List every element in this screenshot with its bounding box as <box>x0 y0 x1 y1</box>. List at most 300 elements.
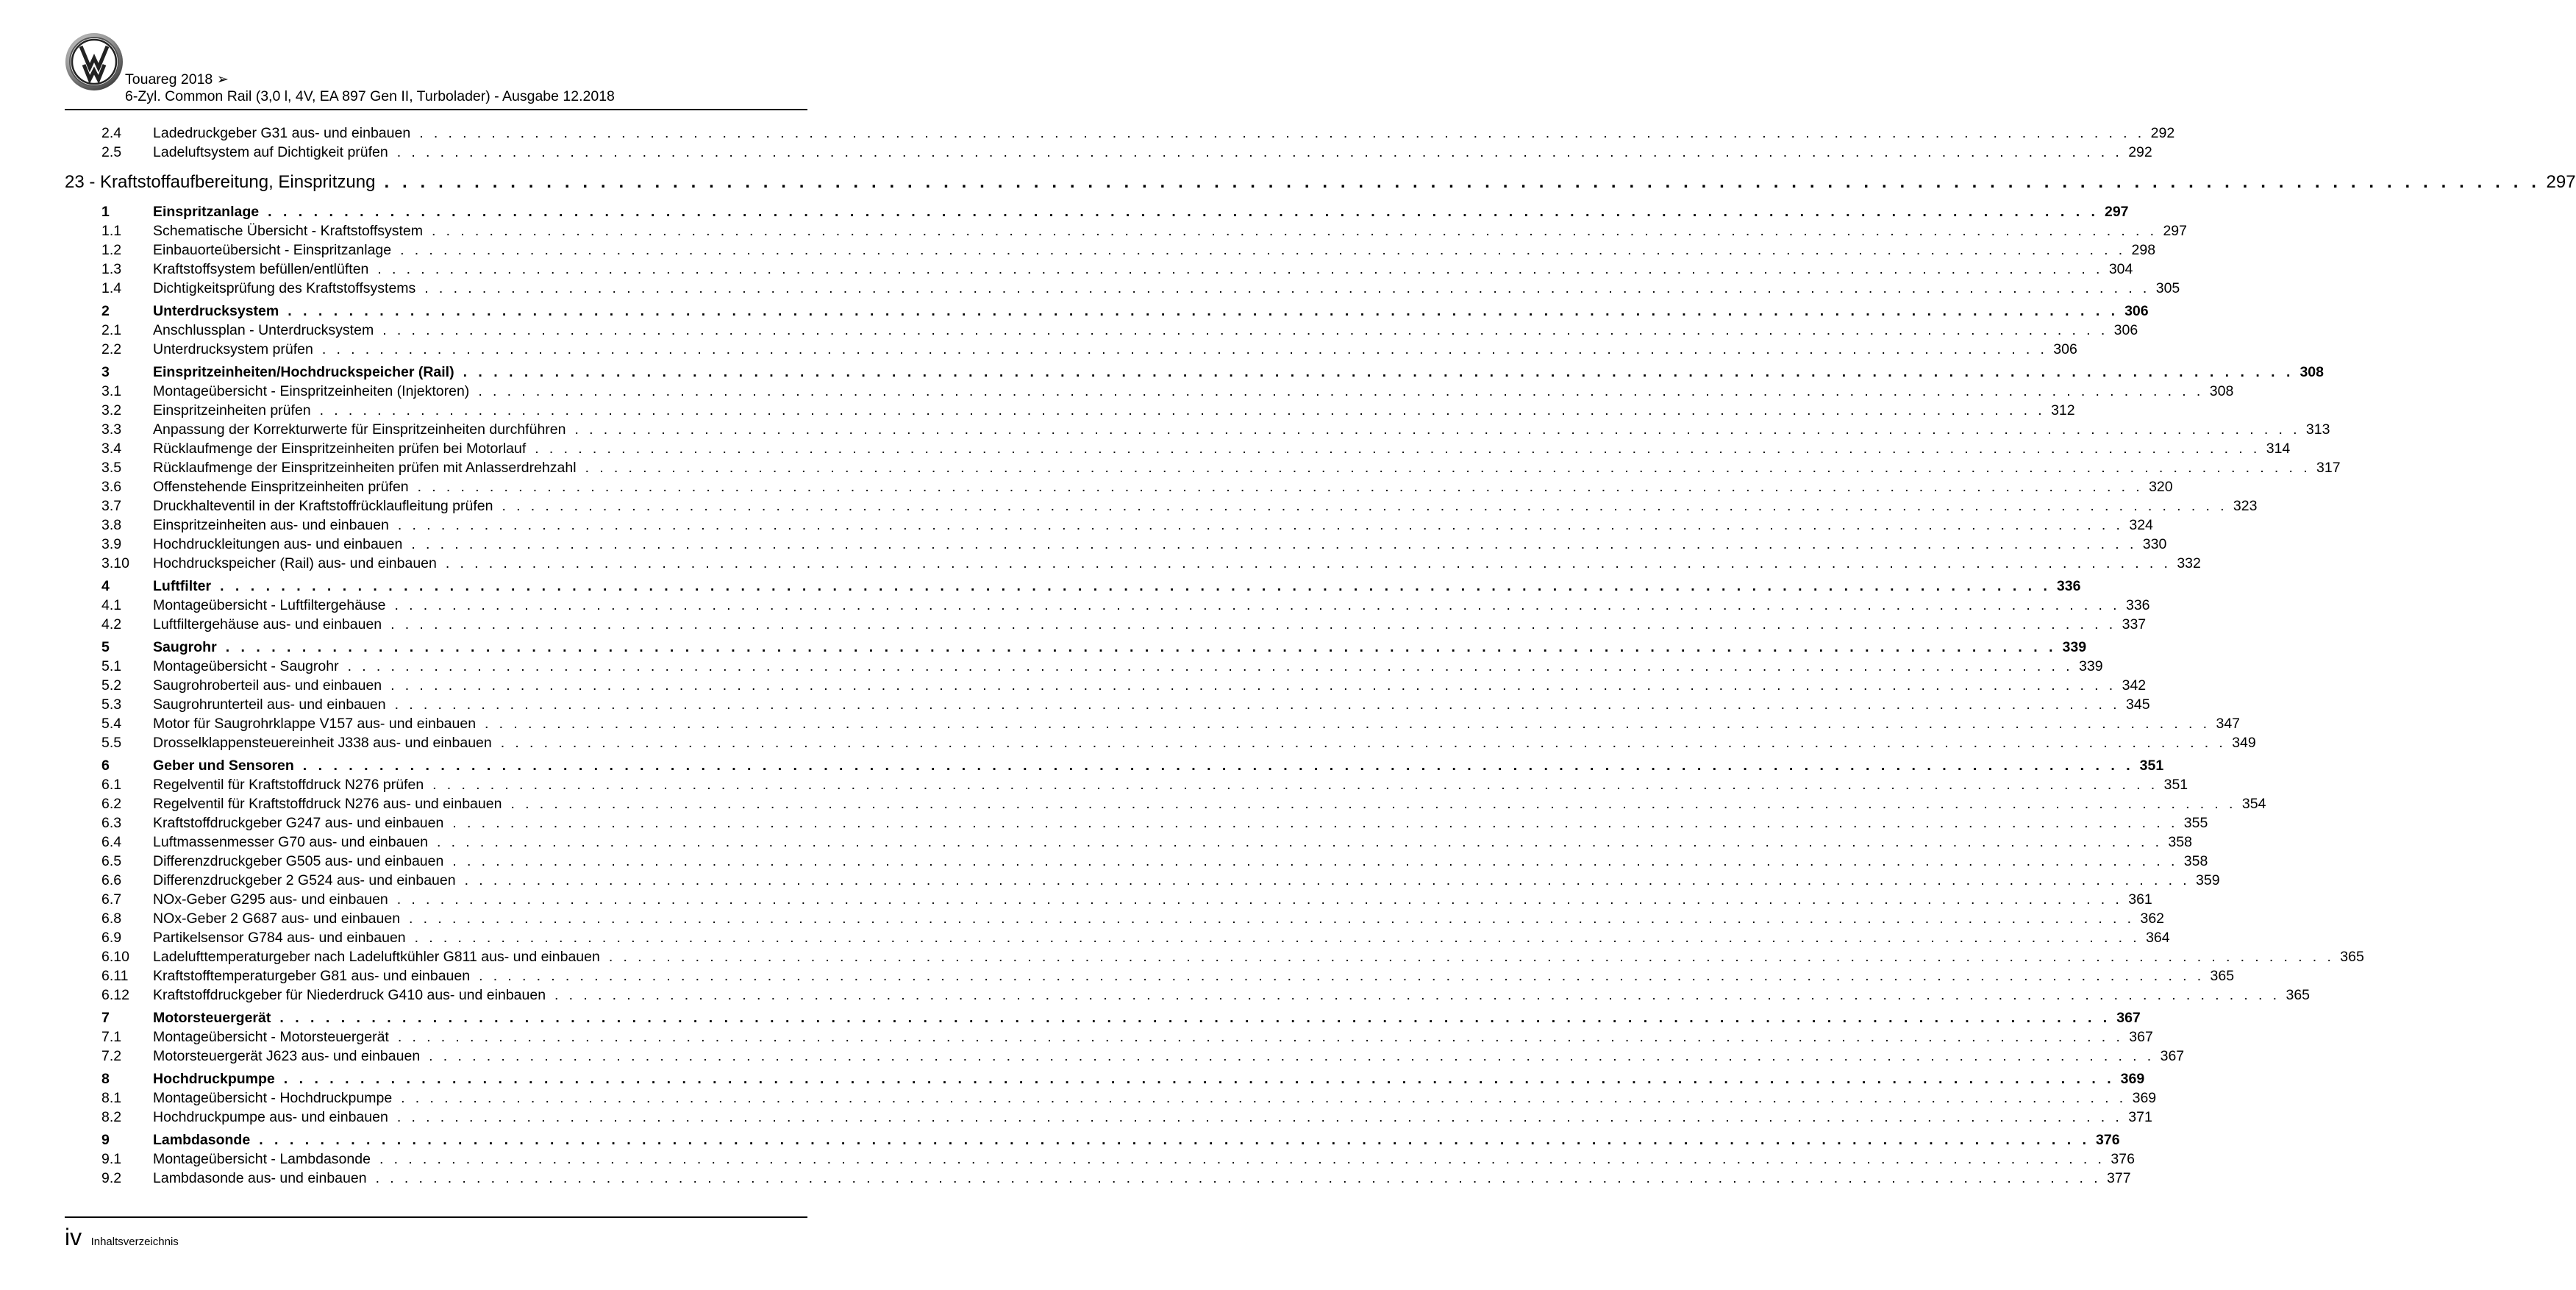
toc-number: 3.7 <box>101 498 122 514</box>
toc-title: Differenzdruckgeber 2 G524 aus- und einbauen <box>153 872 456 888</box>
toc-title: Hochdruckpumpe <box>153 1071 275 1087</box>
toc-number: 4.2 <box>101 616 122 632</box>
toc-item[interactable] <box>65 928 2170 947</box>
toc-title: Saugrohrunterteil aus- und einbauen <box>153 696 386 713</box>
toc-item[interactable] <box>65 986 2311 1005</box>
toc-title: Einspritzeinheiten aus- und einbauen <box>153 517 389 533</box>
toc-title: Partikelsensor G784 aus- und einbauen <box>153 930 406 946</box>
toc-item[interactable] <box>65 1088 2157 1108</box>
toc-item[interactable] <box>65 966 2235 986</box>
toc-dot-leader: . . . . . . . . . . . . . . . . . . . . . . . . . . . . . . . . . . . . . . . . . . . . . . . . . . . . . . . . . . . . . . . . . . . . . . . . . . . . . . . . . . . . . . . . . . . . . . . . . . . . . . . . . . . . . . . . . . . . . . . . <box>220 578 2051 594</box>
toc-dot-leader: . . . . . . . . . . . . . . . . . . . . . . . . . . . . . . . . . . . . . . . . . . . . . . . . . . . . . . . . . . . . . . . . . . . . . . . . . . . . . . . . . . . . . . . . . . . . . . . . . . . . . . . . . . . . . . . . . . . . . . . . <box>452 853 2178 869</box>
toc-page-number: 298 <box>2131 242 2156 258</box>
toc-item[interactable] <box>65 260 2133 279</box>
footer-page-number: iv <box>65 1224 82 1250</box>
toc-page-number: 339 <box>2062 639 2087 655</box>
toc-leader-row <box>153 890 2152 909</box>
toc-item[interactable] <box>65 833 2192 852</box>
toc-number: 3.10 <box>101 555 129 571</box>
table-of-contents <box>65 124 2576 1188</box>
toc-page-number: 339 <box>2079 658 2103 674</box>
toc-page-number: 358 <box>2168 834 2192 850</box>
toc-leader-row <box>153 401 2075 420</box>
toc-item[interactable] <box>65 852 2208 871</box>
toc-section[interactable] <box>65 638 2087 657</box>
toc-item[interactable] <box>65 1027 2153 1047</box>
toc-title: Motorsteuergerät J623 aus- und einbauen <box>153 1048 421 1064</box>
toc-title: Montageübersicht - Hochdruckpumpe <box>153 1090 393 1106</box>
toc-leader-row <box>153 302 2149 321</box>
toc-item[interactable] <box>65 279 2180 298</box>
toc-title: Drosselklappensteuereinheit J338 aus- und einbauen <box>153 735 492 751</box>
toc-title: Regelventil für Kraftstoffdruck N276 aus- und einbauen <box>153 796 502 812</box>
toc-number: 2 <box>101 303 110 319</box>
toc-number: 6.9 <box>101 930 122 946</box>
toc-title: Ladedruckgeber G31 aus- und einbauen <box>153 125 411 141</box>
toc-dot-leader: . . . . . . . . . . . . . . . . . . . . . . . . . . . . . . . . . . . . . . . . . . . . . . . . . . . . . . . . . . . . . . . . . . . . . . . . . . . . . . . . . . . . . . . . . . . . . . . . . . . . . . . . . . . . . . . . . . . . . . . . <box>554 987 2280 1003</box>
toc-leader-row <box>153 615 2147 634</box>
toc-page-number: 377 <box>2107 1170 2131 1186</box>
toc-number: 2.5 <box>101 144 122 160</box>
toc-section[interactable] <box>65 756 2164 775</box>
toc-item[interactable] <box>65 420 2330 439</box>
toc-leader-row <box>153 240 2156 260</box>
toc-dot-leader: . . . . . . . . . . . . . . . . . . . . . . . . . . . . . . . . . . . . . . . . . . . . . . . . . . . . . . . . . . . . . . . . . . . . . . . . . . . . . . . . . . . . . . . . . . . . . . . . . . . . . . . . . . . . . . . . . . . . . . . . <box>414 930 2141 946</box>
toc-dot-leader: . . . . . . . . . . . . . . . . . . . . . . . . . . . . . . . . . . . . . . . . . . . . . . . . . . . . . . . . . . . . . . . . . . . . . . . . . . . . . . . . . . . . . . . . . . . . . . . . . . . . . . . . . . . . . . . . . . . . . . . . <box>500 735 2227 751</box>
toc-dot-leader: . . . . . . . . . . . . . . . . . . . . . . . . . . . . . . . . . . . . . . . . . . . . . . . . . . . . . . . . . . . . . . . . . . . . . . . . . . . . . . . . . . . . . . . . . . . . . . . . . . . . . . . . . . . . . . . . . . . . . . . . <box>436 834 2163 850</box>
toc-dot-leader: . . . . . . . . . . . . . . . . . . . . . . . . . . . . . . . . . . . . . . . . . . . . . . . . . . . . . . . . . . . . . . . . . . . . . . . . . . . . . . . . . . . . . . . . . . . . . . . . . . . . . . . . . . . . . . . . . . . . . . . . <box>396 144 2123 160</box>
toc-title: Montageübersicht - Einspritzeinheiten (Injektoren) <box>153 383 470 399</box>
toc-title: Kraftstoffdruckgeber für Niederdruck G410 aus- und einbauen <box>153 987 546 1003</box>
toc-leader-row <box>153 458 2341 477</box>
toc-title: Lambdasonde <box>153 1132 251 1148</box>
toc-section[interactable] <box>65 1130 2120 1150</box>
toc-dot-leader: . . . . . . . . . . . . . . . . . . . . . . . . . . . . . . . . . . . . . . . . . . . . . . . . . . . . . . . . . . . . . . . . . . . . . . . . . . . . . . . . . . . . . . . . . . . . . . . . . . . . . . . . . . . . . . . . . . . . . . . . <box>377 261 2103 277</box>
toc-dot-leader: . . . . . . . . . . . . . . . . . . . . . . . . . . . . . . . . . . . . . . . . . . . . . . . . . . . . . . . . . . . . . . . . . . . . . . . . . . . . . . . . . . . . . . . . . . . . . . . . . . . . . . . . . . . . . . . . . . . . . . . . <box>429 1048 2155 1064</box>
header-divider <box>65 109 807 110</box>
toc-item[interactable] <box>65 813 2208 833</box>
toc-dot-leader: . . . . . . . . . . . . . . . . . . . . . . . . . . . . . . . . . . . . . . . . . . . . . . . . . . . . . . . . . . . . . . . . . . . . . . . . . . . . . . . . . . . . . . . . . . . . . . . . . . . . . . . . . . . . . . . . . . . . . . . . <box>409 911 2135 927</box>
toc-dot-leader: . . . . . . . . . . . . . . . . . . . . . . . . . . . . . . . . . . . . . . . . . . . . . . . . . . . . . . . . . . . . . . . . . . . . . . . . . . . . . . . . . . . . . . . . . . . . . . . . . . . . . . . . . . . . . . . . . . . . . . . . <box>321 341 2048 357</box>
toc-dot-leader: . . . . . . . . . . . . . . . . . . . . . . . . . . . . . . . . . . . . . . . . . . . . . . . . . . . . . . . . . . . . . . . . . . . . . . . . . . . . . . . . . . . . . . . . . . . . . . . . . . . . . . . . . . . . . . . . . . . . . . . . <box>574 421 2300 438</box>
toc-number: 6.12 <box>101 987 129 1003</box>
toc-leader-row <box>153 439 2291 458</box>
toc-title: Kraftstoffsystem befüllen/entlüften <box>153 261 369 277</box>
toc-page-number: 349 <box>2232 735 2256 751</box>
toc-dot-leader: . . . . . . . . . . . . . . . . . . . . . . . . . . . . . . . . . . . . . . . . . . . . . . . . . . . . . . . . . . . . . . . . . . . . . . . . . . . . . . . . . . . . . . . . . . . . . . . . . . . . . . . . . . . . . . . . . . . . . . . . <box>259 1132 2091 1148</box>
toc-leader-row <box>153 813 2208 833</box>
toc-page-number: 345 <box>2126 696 2150 713</box>
toc-title: Rücklaufmenge der Einspritzeinheiten prüfen bei Motorlauf <box>153 441 527 457</box>
toc-leader-row <box>153 928 2170 947</box>
toc-page-number: 314 <box>2266 441 2291 457</box>
toc-leader-row <box>65 166 2576 199</box>
toc-dot-leader: . . . . . . . . . . . . . . . . . . . . . . . . . . . . . . . . . . . . . . . . . . . . . . . . . . . . . . . . . . . . . . . . . . . . . . . . . . . . . . . . . . . . . . . . . . . . . . . . . . . . . . . . . . . . . . . . . . . . . . . . <box>319 402 2046 418</box>
toc-leader-row <box>153 260 2133 279</box>
toc-page-number: 358 <box>2183 853 2208 869</box>
toc-leader-row <box>153 321 2138 340</box>
toc-page-number: 336 <box>2056 578 2081 594</box>
toc-title: Hochdruckspeicher (Rail) aus- und einbauen <box>153 555 437 571</box>
toc-title: Einspritzeinheiten prüfen <box>153 402 311 418</box>
toc-item[interactable] <box>65 871 2220 890</box>
toc-leader-row <box>153 596 2150 615</box>
toc-leader-row <box>153 1069 2145 1088</box>
toc-number: 8.2 <box>101 1109 122 1125</box>
toc-item[interactable] <box>65 240 2156 260</box>
toc-leader-row <box>153 1047 2185 1066</box>
toc-leader-row <box>153 1150 2135 1169</box>
toc-number: 6 <box>101 758 110 774</box>
toc-dot-leader: . . . . . . . . . . . . . . . . . . . . . . . . . . . . . . . . . . . . . . . . . . . . . . . . . . . . . . . . . . . . . . . . . . . . . . . . . . . . . . . . . . . . . . . . . . . . . . . . . . . . . . . . . . . . . . . . . . . . . . . . <box>382 322 2108 338</box>
toc-dot-leader: . . . . . . . . . . . . . . . . . . . . . . . . . . . . . . . . . . . . . . . . . . . . . . . . . . . . . . . . . . . . . . . . . . . . . . . . . . . . . . . . . . . . . . . . . . . . . . . . . . . . . . . . . . . . . . . . . . . . . . . . <box>283 1071 2115 1087</box>
toc-item[interactable] <box>65 909 2165 928</box>
toc-page-number: 332 <box>2177 555 2201 571</box>
toc-dot-leader: . . . . . . . . . . . . . . . . . . . . . . . . . . . . . . . . . . . . . . . . . . . . . . . . . . . . . . . . . . . . . . . . . . . . . . . . . . . . . . . . . . . . . . . . . . . . . . . . . . . . . . . . . . . . . . . . . . . . . . . . <box>502 498 2227 514</box>
toc-dot-leader: . . . . . . . . . . . . . . . . . . . . . . . . . . . . . . . . . . . . . . . . . . . . . . . . . . . . . . . . . . . . . . . . . . . . . . . . . . . . . . . . . . . . . . . . . . . . . . . . . . . . . . . . . . . . . . . . . . . . . . . . <box>510 796 2236 812</box>
toc-dot-leader: . . . . . . . . . . . . . . . . . . . . . . . . . . . . . . . . . . . . . . . . . . . . . . . . . . . . . . . . . . . . . . . . . . . . . . . . . . . . . . . . . . . . . . . . . . . . . . . . . . . . . . . . . . . . . . . . . . . . . . . . <box>397 1029 2124 1045</box>
toc-leader-row <box>153 756 2164 775</box>
toc-page-number: 365 <box>2340 949 2364 965</box>
toc-section[interactable] <box>65 302 2149 321</box>
toc-page-number: 347 <box>2216 716 2241 732</box>
toc-leader-row <box>153 340 2077 359</box>
toc-leader-row <box>153 638 2087 657</box>
toc-item[interactable] <box>65 458 2341 477</box>
toc-page-number: 313 <box>2305 421 2330 438</box>
toc-page-number: 297 <box>2546 172 2576 192</box>
toc-leader-row <box>153 516 2153 535</box>
header-text <box>125 71 615 105</box>
toc-number: 1.3 <box>101 261 122 277</box>
toc-item[interactable] <box>65 321 2138 340</box>
toc-leader-row <box>153 1169 2131 1188</box>
toc-dot-leader: . . . . . . . . . . . . . . . . . . . . . . . . . . . . . . . . . . . . . . . . . . . . . . . . . . . . . . . . . . . . . . . . . . . . . . . . . . . . . . . . . . . . . . . . . . . . . . . . . . . . . . . . . . . . . . . . . . . . . . . . <box>411 536 2137 552</box>
toc-item[interactable] <box>65 477 2173 496</box>
toc-page-number: 323 <box>2233 498 2258 514</box>
toc-section[interactable] <box>65 1069 2145 1088</box>
toc-section[interactable] <box>65 202 2129 221</box>
toc-number: 6.8 <box>101 911 122 927</box>
toc-number: 9 <box>101 1132 110 1148</box>
toc-item[interactable] <box>65 657 2103 676</box>
toc-number: 2.2 <box>101 341 122 357</box>
toc-number: 3.8 <box>101 517 122 533</box>
toc-number: 6.1 <box>101 777 122 793</box>
toc-leader-row <box>153 1130 2120 1150</box>
toc-dot-leader: . . . . . . . . . . . . . . . . . . . . . . . . . . . . . . . . . . . . . . . . . . . . . . . . . . . . . . . . . . . . . . . . . . . . . . . . . . . . . . . . . . . . . . . . . . . . . . . . . . . . . . . . . . . . . . . . . . . . . . . . <box>432 223 2158 239</box>
toc-dot-leader: . . . . . . . . . . . . . . . . . . . . . . . . . . . . . . . . . . . . . . . . . . . . . . . . . . . . . . . . . . . . . . . . . . . . . . . . . . . . . . . . . . . . . . . . . . . . . . . . . . . . . . . . . . . . . . . . . . . . . . . . <box>400 242 2126 258</box>
toc-title: Unterdrucksystem <box>153 303 279 319</box>
toc-leader-row <box>153 833 2192 852</box>
toc-page-number: 351 <box>2139 758 2164 774</box>
toc-title: Kraftstoffdruckgeber G247 aus- und einbauen <box>153 815 444 831</box>
toc-title: Geber und Sensoren <box>153 758 294 774</box>
toc-page-number: 371 <box>2128 1109 2152 1125</box>
toc-number: 5.2 <box>101 677 122 694</box>
toc-title: Montageübersicht - Lambdasonde <box>153 1151 371 1167</box>
toc-page-number: 297 <box>2104 204 2129 220</box>
toc-dot-leader: . . . . . . . . . . . . . . . . . . . . . . . . . . . . . . . . . . . . . . . . . . . . . . . . . . . . . . . . . . . . . . . . . . . . . . . . . . . . . . . . . . . . . . . . . . . . . . . . . . . . . . . . . . . . . . . . . . . . . . . . <box>535 441 2261 457</box>
toc-leader-row <box>153 535 2167 554</box>
toc-dot-leader: . . . . . . . . . . . . . . . . . . . . . . . . . . . . . . . . . . . . . . . . . . . . . . . . . . . . . . . . . . . . . . . . . . . . . . . . . . . . . . . . . . . . . . . . . . . . . . . . . . . . . . . . . . . . . . . . . . . . . . . . <box>585 460 2311 476</box>
toc-item[interactable] <box>65 1047 2185 1066</box>
toc-title: Offenstehende Einspritzeinheiten prüfen <box>153 479 409 495</box>
toc-page-number: 355 <box>2183 815 2208 831</box>
toc-page-number: 297 <box>2163 223 2187 239</box>
toc-number: 6.6 <box>101 872 122 888</box>
toc-item[interactable] <box>65 947 2364 966</box>
toc-leader-row <box>153 420 2330 439</box>
toc-title: Motor für Saugrohrklappe V157 aus- und einbauen <box>153 716 477 732</box>
toc-item[interactable] <box>65 733 2256 752</box>
toc-item[interactable] <box>65 124 2175 143</box>
toc-number: 3.6 <box>101 479 122 495</box>
toc-page-number: 369 <box>2120 1071 2145 1087</box>
toc-section[interactable] <box>65 577 2081 596</box>
toc-dot-leader: . . . . . . . . . . . . . . . . . . . . . . . . . . . . . . . . . . . . . . . . . . . . . . . . . . . . . . . . . . . . . . . . . . . . . . . . . . . . . . . . . . . . . . . . . . . . . . . . . . . . . . . . . . . . . . . . . . . . . . . . <box>464 872 2191 888</box>
toc-number: 6.3 <box>101 815 122 831</box>
toc-title: Regelventil für Kraftstoffdruck N276 prüfen <box>153 777 424 793</box>
toc-dot-leader: . . . . . . . . . . . . . . . . . . . . . . . . . . . . . . . . . . . . . . . . . . . . . . . . . . . . . . . . . . . . . . . . . . . . . . . . . . . . . . . . . . . . . . . . . . . . . . . . . . . . . . . . . . . . . . . . . . . . . . . . <box>452 815 2178 831</box>
toc-title: Unterdrucksystem prüfen <box>153 341 313 357</box>
toc-item[interactable] <box>65 714 2241 733</box>
toc-title: Ladeluftsystem auf Dichtigkeit prüfen <box>153 144 388 160</box>
toc-page-number: 306 <box>2113 322 2138 338</box>
header-title: Touareg 2018 ➢ <box>125 71 229 88</box>
toc-item[interactable] <box>65 794 2266 813</box>
toc-page-number: 351 <box>2163 777 2188 793</box>
toc-leader-row <box>153 794 2266 813</box>
footer-label: Inhaltsverzeichnis <box>90 1236 179 1248</box>
toc-item[interactable] <box>65 695 2150 714</box>
toc-dot-leader: . . . . . . . . . . . . . . . . . . . . . . . . . . . . . . . . . . . . . . . . . . . . . . . . . . . . . . . . . . . . . . . . . . . . . . . . . . . . . . . . . . . . . . . . . . . . . . . . . . . . . . . . . . . . . . . . . . . . . . . . <box>463 364 2294 380</box>
toc-number: 5 <box>101 639 110 655</box>
toc-page-number: 359 <box>2196 872 2220 888</box>
toc-item[interactable] <box>65 382 2234 401</box>
toc-number: 2.1 <box>101 322 122 338</box>
toc-item[interactable] <box>65 221 2187 240</box>
toc-dot-leader: . . . . . . . . . . . . . . . . . . . . . . . . . . . . . . . . . . . . . . . . . . . . . . . . . . . . . . . . . . . . . . . . . . . . . . . . . . . . . . . . . . . . . . . . . . . . . . . . . . . . . . . . . . . . . . . . . . . . . . . . <box>478 383 2204 399</box>
toc-dot-leader: . . . . . . . . . . . . . . . . . . . . . . . . . . . . . . . . . . . . . . . . . . . . . . . . . . . . . . . . . . . . . . . . . . . . . . . . . . . . . . . . . . . . . . . . . . . . . . . . . . . . . . . . . . . . . . . . . . . . . . . . <box>375 1170 2102 1186</box>
toc-leader-row <box>153 1088 2157 1108</box>
toc-page-number: 292 <box>2128 144 2152 160</box>
toc-number: 3.2 <box>101 402 122 418</box>
toc-number: 4.1 <box>101 597 122 613</box>
toc-leader-row <box>153 279 2180 298</box>
toc-leader-row <box>153 1027 2153 1047</box>
toc-page-number: 361 <box>2128 891 2152 908</box>
toc-page-number: 330 <box>2142 536 2167 552</box>
toc-number: 6.10 <box>101 949 129 965</box>
toc-title: Ladelufttemperaturgeber nach Ladeluftkühler G811 aus- und einbauen <box>153 949 600 965</box>
toc-leader-row <box>153 871 2220 890</box>
toc-page-number: 376 <box>2111 1151 2135 1167</box>
toc-title: NOx-Geber G295 aus- und einbauen <box>153 891 388 908</box>
toc-page-number: 369 <box>2132 1090 2157 1106</box>
toc-title: Luftfilter <box>153 578 212 594</box>
toc-number: 3.3 <box>101 421 122 438</box>
toc-leader-row <box>153 577 2081 596</box>
toc-title: Anpassung der Korrekturwerte für Einspritzeinheiten durchführen <box>153 421 566 438</box>
toc-title: Einspritzeinheiten/Hochdruckspeicher (Rail) <box>153 364 454 380</box>
toc-title: Saugrohr <box>153 639 217 655</box>
toc-page-number: 312 <box>2051 402 2075 418</box>
toc-item[interactable] <box>65 554 2201 573</box>
toc-dot-leader: . . . . . . . . . . . . . . . . . . . . . . . . . . . . . . . . . . . . . . . . . . . . . . . . . . . . . . . . . . . . . . . . . . . . . . . . . . . . . . . . . . . . . . . . . . . . . . . . . . . . . . . . . . . . . . . . . . . . . . . . <box>445 555 2172 571</box>
toc-leader-row <box>153 554 2201 573</box>
toc-dot-leader: . . . . . . . . . . . . . . . . . . . . . . . . . . . . . . . . . . . . . . . . . . . . . . . . . . . . . . . . . . . . . . . . . . . . . . . . . . . . . . . . . . . . . . . . . . . . . . . . . . . . . . . . . . . . . . . . . . . . . . . . <box>347 658 2073 674</box>
toc-dot-leader: . . . . . . . . . . . . . . . . . . . . . . . . . . . . . . . . . . . . . . . . . . . . . . . . . . . . . . . . . . . . . . . . . . . . . . . . . . . . . . . . . . . . . . . . . . . . . . . . . . . . . . . . . . . . . . . . . . . . . . . . <box>396 891 2123 908</box>
toc-leader-row <box>153 202 2129 221</box>
toc-number: 3.1 <box>101 383 122 399</box>
toc-number: 6.4 <box>101 834 122 850</box>
toc-dot-leader: . . . . . . . . . . . . . . . . . . . . . . . . . . . . . . . . . . . . . . . . . . . . . . . . . . . . . . . . . . . . . . . . . . . . . . . . . . . . . . . . . . . . . . . . . . . . . . . . . . . . . . . . . . . . . . . . . . . . . . . . <box>279 1010 2111 1026</box>
toc-number: 3.5 <box>101 460 122 476</box>
toc-page-number: 336 <box>2125 597 2150 613</box>
toc-item[interactable] <box>65 676 2147 695</box>
toc-item[interactable] <box>65 1150 2135 1169</box>
toc-page-number: 324 <box>2129 517 2153 533</box>
toc-dot-leader: . . . . . . . . . . . . . . . . . . . . . . . . . . . . . . . . . . . . . . . . . . . . . . . . . . . . . . . . . . . . . . . . . . . . . . . . . . . . . . . . . . . . . . . . . . . . . . . . . . . . . . . . . . . . . . . . . . . . . . . . <box>390 616 2116 632</box>
toc-number: 3.4 <box>101 441 122 457</box>
toc-item[interactable] <box>65 340 2077 359</box>
toc-page-number: 376 <box>2096 1132 2120 1148</box>
toc-title: Rücklaufmenge der Einspritzeinheiten prüfen mit Anlasserdrehzahl <box>153 460 577 476</box>
toc-page-number: 317 <box>2316 460 2341 476</box>
toc-page-number: 308 <box>2300 364 2324 380</box>
toc-title: Montageübersicht - Saugrohr <box>153 658 339 674</box>
toc-number: 3 <box>101 364 110 380</box>
toc-dot-leader: . . . . . . . . . . . . . . . . . . . . . . . . . . . . . . . . . . . . . . . . . . . . . . . . . . . . . . . . . . . . . . . . . . . . . . . . . . . . . . . . . . . . . . . . . . . . . . . . . . . . . . . . . . . . . . . . . . . . . . . . <box>479 968 2205 984</box>
toc-number: 6.7 <box>101 891 122 908</box>
footer-divider <box>65 1216 807 1218</box>
toc-item[interactable] <box>65 775 2188 794</box>
toc-page-number: 308 <box>2209 383 2234 399</box>
toc-item[interactable] <box>65 143 2152 162</box>
toc-page-number: 367 <box>2129 1029 2153 1045</box>
page-header <box>65 32 807 106</box>
toc-page-number: 304 <box>2108 261 2133 277</box>
toc-number: 1.1 <box>101 223 122 239</box>
toc-number: 9.2 <box>101 1170 122 1186</box>
header-subtitle: 6-Zyl. Common Rail (3,0 l, 4V, EA 897 Gen II, Turbolader) - Ausgabe 12.2018 <box>125 88 615 104</box>
toc-leader-row <box>153 382 2234 401</box>
toc-page-number: 367 <box>2116 1010 2141 1026</box>
toc-item[interactable] <box>65 1108 2152 1127</box>
vw-logo-icon <box>65 32 124 91</box>
toc-title: Motorsteuergerät <box>153 1010 271 1026</box>
toc-leader-row <box>153 143 2152 162</box>
toc-number: 7.1 <box>101 1029 122 1045</box>
toc-title: Saugrohroberteil aus- und einbauen <box>153 677 382 694</box>
toc-title: 23 - Kraftstoffaufbereitung, Einspritzung <box>65 172 376 192</box>
toc-number: 1.4 <box>101 280 122 296</box>
toc-dot-leader: . . . . . . . . . . . . . . . . . . . . . . . . . . . . . . . . . . . . . . . . . . . . . . . . . . . . . . . . . . . . . . . . . . . . . . . . . . . . . . . . . . . . . . . . . . . . . . . . . . . . . . . . . . . . . . . . . . . . . . . . <box>424 280 2150 296</box>
toc-number: 5.4 <box>101 716 122 732</box>
toc-item[interactable] <box>65 890 2152 909</box>
toc-number: 7.2 <box>101 1048 122 1064</box>
toc-dot-leader: . . . . . . . . . . . . . . . . . . . . . . . . . . . . . . . . . . . . . . . . . . . . . . . . . . . . . . . . . . . . . . . . . . . . . . . . . . . . . . . . . . . . . . . . . . . . . . . . . . . . . . . . . . . . . . . . . . . . . . . . <box>302 758 2134 774</box>
toc-dot-leader: . . . . . . . . . . . . . . . . . . . . . . . . . . . . . . . . . . . . . . . . . . . . . . . . . . . . . . . . . . . . . . . . . . . . . . . . . . . . . . . . . . . . . . . . . . . . . . . . . . . . . . . . . . . . . . . . . . . . . . . . <box>417 479 2144 495</box>
toc-title: Hochdruckleitungen aus- und einbauen <box>153 536 403 552</box>
toc-leader-row <box>153 676 2147 695</box>
toc-dot-leader: . . . . . . . . . . . . . . . . . . . . . . . . . . . . . . . . . . . . . . . . . . . . . . . . . . . . . . . . . . . . . . . . . . . . . . . . . . . . . . . . . . . . . . . . . . . . . . . . . . . . . . . . . . . . . . . . . . . . . . . . <box>225 639 2057 655</box>
toc-number: 4 <box>101 578 110 594</box>
toc-dot-leader: . . . . . . . . . . . . . . . . . . . . . . . . . . . . . . . . . . . . . . . . . . . . . . . . . . . . . . . . . . . . . . . . . . . . . . . . . . . . . . . . . . . . . . . . . . . . . . . . . . . . . . . . . . . . . . . . . . . . . . . . <box>608 949 2335 965</box>
toc-number: 5.1 <box>101 658 122 674</box>
page-footer <box>65 1224 179 1251</box>
toc-page-number: 364 <box>2146 930 2170 946</box>
toc-section[interactable] <box>65 1008 2141 1027</box>
toc-dot-leader: . . . . . . . . . . . . . . . . . . . . . . . . . . . . . . . . . . . . . . . . . . . . . . . . . . . . . . . . . . . . . . . . . . . . . . . . . . . . . . . . . . . . . . . . . . . . . . . . . . . . . . . . . . . . . . . . . . . . . . . . <box>419 125 2145 141</box>
toc-item[interactable] <box>65 615 2147 634</box>
toc-title: Hochdruckpumpe aus- und einbauen <box>153 1109 388 1125</box>
toc-title: Luftmassenmesser G70 aus- und einbauen <box>153 834 428 850</box>
toc-dot-leader: . . . . . . . . . . . . . . . . . . . . . . . . . . . . . . . . . . . . . . . . . . . . . . . . . . . . . . . . . . . . . . . . . . . . . . . . . . . . . . . . . . . . . . . . . . . . . . . . . . . . . . . . . . . . . . . . . . . . . . . . <box>485 716 2211 732</box>
toc-dot-leader: . . . . . . . . . . . . . . . . . . . . . . . . . . . . . . . . . . . . . . . . . . . . . . . . . . . . . . . . . . . . . . . . . . . . . . . . . . . . . . . . . . . . . . . . . . . . . . . . . . . . . . . . . . . . . . . . . . . . . . . . <box>396 1109 2123 1125</box>
toc-item[interactable] <box>65 401 2075 420</box>
toc-number: 1 <box>101 204 110 220</box>
toc-chapter[interactable] <box>65 166 2576 199</box>
toc-item[interactable] <box>65 439 2291 458</box>
toc-page-number: 365 <box>2286 987 2311 1003</box>
toc-title: Dichtigkeitsprüfung des Kraftstoffsystems <box>153 280 416 296</box>
toc-page-number: 362 <box>2140 911 2165 927</box>
toc-title: Montageübersicht - Luftfiltergehäuse <box>153 597 386 613</box>
toc-number: 8 <box>101 1071 110 1087</box>
toc-number: 8.1 <box>101 1090 122 1106</box>
toc-dot-leader: . . . . . . . . . . . . . . . . . . . . . . . . . . . . . . . . . . . . . . . . . . . . . . . . . . . . . . . . . . . . . . . . . . . . . . . . . . . . . . . . . . . . . . . . . . . . . . . . . . . . . . . . . . . . . . . . . . . . . . . . <box>394 696 2120 713</box>
toc-leader-row <box>153 733 2256 752</box>
toc-number: 7 <box>101 1010 110 1026</box>
toc-page-number: 306 <box>2053 341 2077 357</box>
toc-leader-row <box>153 221 2187 240</box>
toc-leader-row <box>153 496 2258 516</box>
toc-item[interactable] <box>65 496 2258 516</box>
toc-item[interactable] <box>65 596 2150 615</box>
toc-page-number: 306 <box>2124 303 2149 319</box>
toc-leader-row <box>153 947 2364 966</box>
toc-dot-leader: . . . . . . . . . . . . . . . . . . . . . . . . . . . . . . . . . . . . . . . . . . . . . . . . . . . . . . . . . . . . . . . . . . . . . . . . . . . . . . . . . . . . . . . . . . . . . . . . . . . . . . . . . . . . . . . . . . . . . . . . <box>432 777 2158 793</box>
toc-page-number: 342 <box>2122 677 2147 694</box>
toc-dot-leader: . . . . . . . . . . . . . . . . . . . . . . . . . . . . . . . . . . . . . . . . . . . . . . . . . . . . . . . . . . . . . . . . . . . . . . . . . . . . . . . . . . . . . . . . . . . . . . . . . . . . . . . . . . . . . . . . . . . . . . . . <box>384 172 2541 192</box>
toc-title: Differenzdruckgeber G505 aus- und einbauen <box>153 853 444 869</box>
toc-page-number: 320 <box>2149 479 2173 495</box>
toc-dot-leader: . . . . . . . . . . . . . . . . . . . . . . . . . . . . . . . . . . . . . . . . . . . . . . . . . . . . . . . . . . . . . . . . . . . . . . . . . . . . . . . . . . . . . . . . . . . . . . . . . . . . . . . . . . . . . . . . . . . . . . . . <box>379 1151 2105 1167</box>
toc-item[interactable] <box>65 535 2167 554</box>
toc-leader-row <box>153 477 2173 496</box>
toc-title: Druckhalteventil in der Kraftstoffrücklaufleitung prüfen <box>153 498 493 514</box>
toc-title: Anschlussplan - Unterdrucksystem <box>153 322 374 338</box>
toc-number: 5.3 <box>101 696 122 713</box>
toc-number: 1.2 <box>101 242 122 258</box>
toc-section[interactable] <box>65 363 2324 382</box>
toc-title: Einspritzanlage <box>153 204 260 220</box>
toc-dot-leader: . . . . . . . . . . . . . . . . . . . . . . . . . . . . . . . . . . . . . . . . . . . . . . . . . . . . . . . . . . . . . . . . . . . . . . . . . . . . . . . . . . . . . . . . . . . . . . . . . . . . . . . . . . . . . . . . . . . . . . . . <box>268 204 2099 220</box>
toc-number: 6.11 <box>101 968 129 984</box>
toc-leader-row <box>153 1008 2141 1027</box>
toc-leader-row <box>153 966 2235 986</box>
toc-item[interactable] <box>65 516 2153 535</box>
toc-leader-row <box>153 714 2241 733</box>
toc-leader-row <box>153 657 2103 676</box>
toc-item[interactable] <box>65 1169 2131 1188</box>
toc-number: 9.1 <box>101 1151 122 1167</box>
toc-leader-row <box>153 1108 2152 1127</box>
toc-page-number: 305 <box>2155 280 2180 296</box>
toc-title: Montageübersicht - Motorsteuergerät <box>153 1029 389 1045</box>
